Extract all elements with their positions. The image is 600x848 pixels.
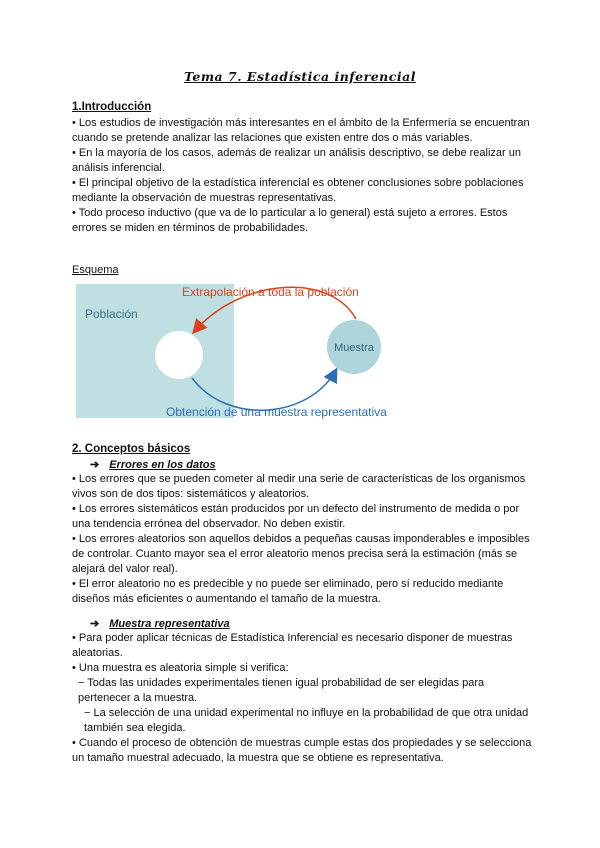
errores-bullet: • El error aleatorio no es predecible y no puede ser eliminado, pero sí reducido mediante diseños más eficientes o aumentando el tamaño de la muestra. (72, 578, 504, 605)
obtencion-label: Obtención de una muestra representativa (166, 405, 387, 419)
subheading-errores (90, 458, 216, 471)
page-title: Tema 7. Estadística inferencial (184, 69, 416, 84)
errores-bullet: • Los errores sistemáticos están producidos por un defecto del instrumento de medida o por una tendencia errónea del observador. No deben existir. (72, 503, 520, 530)
intro-bullet: • En la mayoría de los casos, además de realizar un análisis descriptivo, se debe realizar un análisis inferencial. (72, 147, 521, 174)
errores-bullets (72, 472, 532, 607)
section-heading-introduccion: 1.Introducción (72, 101, 152, 113)
extrapolacion-label: Extrapolación a toda la población (182, 285, 359, 299)
sample-circle (155, 331, 203, 379)
muestra-line: − Todas las unidades experimentales tienen igual probabilidad de ser elegidas para pertenecer a la muestra. (78, 677, 485, 704)
errores-bullet: • Los errores que se pueden cometer al medir una serie de características de los organismos vivos son de dos tipos: sistemáticos y aleatorios. (72, 473, 526, 500)
errores-bullet: • Los errores aleatorios son aquellos debidos a pequeñas causas imponderables e imposibles de controlar. Cuanto mayor sea el error aleatorio menos precisa será la estimación (más se alejará del valor real). (72, 533, 530, 575)
intro-bullet: • Los estudios de investigación más interesantes en el ámbito de la Enfermería se encuentran cuando se pretende analizar las relaciones que existen entre dos o más variables. (72, 117, 530, 144)
muestra-line: • Para poder aplicar técnicas de Estadística Inferencial es necesario disponer de muestras aleatorias. (72, 632, 513, 659)
muestra-line: • Cuando el proceso de obtención de muestras cumple estas dos propiedades y se selecciona un tamaño muestral adecuado, la muestra que se obtiene es representativa. (72, 737, 532, 764)
muestra-line: − La selección de una unidad experimental no influye en la probabilidad de que otra unidad también sea elegida. (84, 707, 529, 734)
schema-diagram (0, 276, 600, 426)
subheading-label: Muestra representativa (109, 618, 230, 630)
schema-label: Esquema (72, 264, 119, 276)
subheading-label: Errores en los datos (109, 459, 216, 471)
section-heading-conceptos: 2. Conceptos básicos (72, 443, 191, 455)
arrow-icon: ➔ (90, 618, 100, 630)
muestra-label: Muestra (334, 342, 374, 354)
muestra-bullets (72, 631, 532, 766)
arrow-icon: ➔ (90, 459, 100, 471)
intro-bullet: • El principal objetivo de la estadística inferencial es obtener conclusiones sobre poblaciones mediante la observación de muestras representativas. (72, 177, 524, 204)
intro-bullet: • Todo proceso inductivo (que va de lo particular a lo general) está sujeto a errores. Estos errores se miden en términos de probabilidades. (72, 207, 508, 234)
subheading-muestra (90, 617, 230, 630)
poblacion-label: Población (85, 307, 138, 321)
intro-bullets (72, 116, 532, 236)
muestra-line: • Una muestra es aleatoria simple si verifica: (72, 662, 289, 674)
poblacion-box (76, 284, 234, 418)
